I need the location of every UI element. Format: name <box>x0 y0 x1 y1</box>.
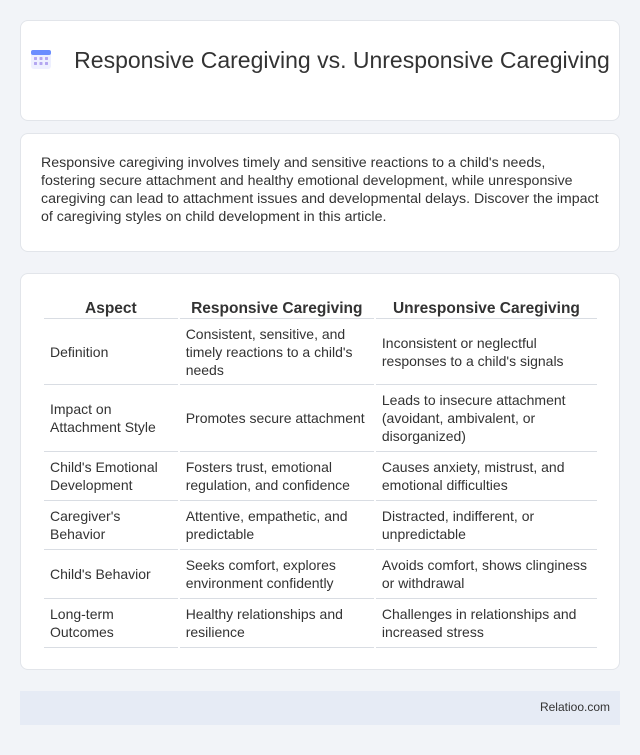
unresponsive-cell: Avoids comfort, shows clinginess or withdrawal <box>376 550 597 599</box>
table-header-row <box>44 296 597 319</box>
comparison-table <box>42 296 599 648</box>
intro-card <box>20 133 620 252</box>
aspect-cell: Caregiver's Behavior <box>44 501 178 550</box>
aspect-cell: Child's Behavior <box>44 550 178 599</box>
table-row <box>44 550 597 599</box>
header-unresponsive: Unresponsive Caregiving <box>376 296 597 319</box>
table-row <box>44 599 597 648</box>
title-card <box>20 20 620 121</box>
responsive-cell: Healthy relationships and resilience <box>180 599 374 648</box>
unresponsive-cell: Leads to insecure attachment (avoidant, ambivalent, or disorganized) <box>376 385 597 452</box>
calendar-icon <box>30 48 52 70</box>
table-row <box>44 501 597 550</box>
table-row <box>44 319 597 385</box>
intro-paragraph: Responsive caregiving involves timely and sensitive reactions to a child's needs, fostering secure attachment and healthy emotional development, while unresponsive caregiving can lead to attachment issues and developmental delays. Discover the impact of caregiving styles on child development in this article. <box>41 155 599 225</box>
aspect-cell: Impact on Attachment Style <box>44 385 178 452</box>
page-title <box>21 45 619 75</box>
responsive-cell: Consistent, sensitive, and timely reactions to a child's needs <box>180 319 374 385</box>
responsive-cell: Seeks comfort, explores environment confidently <box>180 550 374 599</box>
header-responsive: Responsive Caregiving <box>180 296 374 319</box>
table-row <box>44 385 597 452</box>
unresponsive-cell: Challenges in relationships and increased stress <box>376 599 597 648</box>
responsive-cell: Attentive, empathetic, and predictable <box>180 501 374 550</box>
aspect-cell: Child's Emotional Development <box>44 452 178 501</box>
responsive-cell: Fosters trust, emotional regulation, and confidence <box>180 452 374 501</box>
comparison-card <box>20 273 620 670</box>
footer-brand: Relatioo.com <box>539 700 610 714</box>
aspect-cell: Long-term Outcomes <box>44 599 178 648</box>
aspect-cell: Definition <box>44 319 178 385</box>
footer-bar <box>20 691 620 725</box>
unresponsive-cell: Distracted, indifferent, or unpredictable <box>376 501 597 550</box>
responsive-cell: Promotes secure attachment <box>180 385 374 452</box>
table-row <box>44 452 597 501</box>
unresponsive-cell: Causes anxiety, mistrust, and emotional difficulties <box>376 452 597 501</box>
header-aspect: Aspect <box>44 296 178 319</box>
unresponsive-cell: Inconsistent or neglectful responses to a child's signals <box>376 319 597 385</box>
page-title-text: Responsive Caregiving vs. Unresponsive Caregiving <box>74 47 610 73</box>
